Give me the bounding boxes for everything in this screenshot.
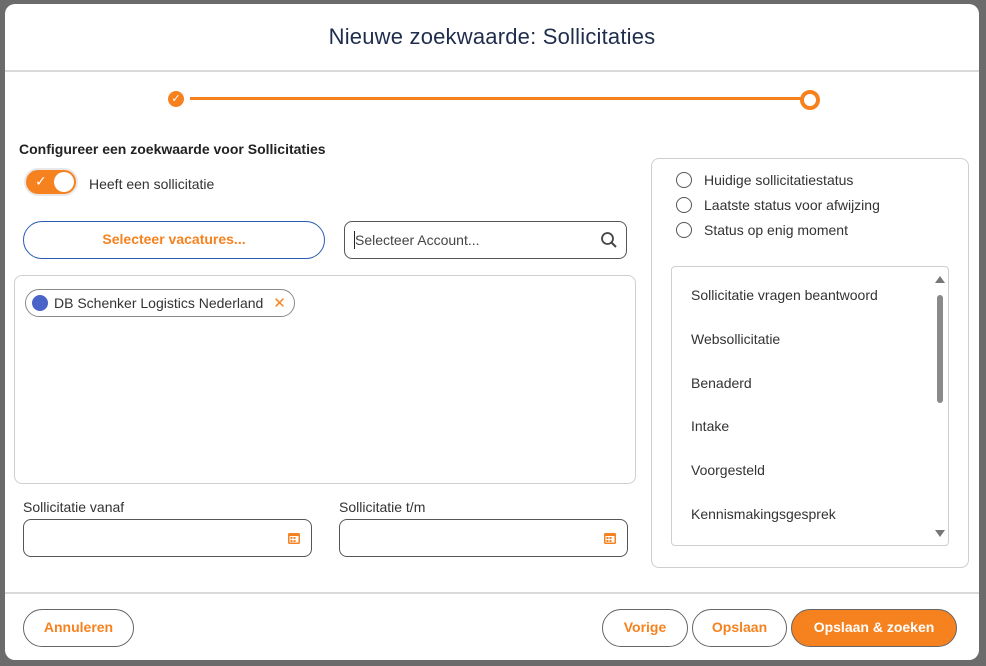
account-building-icon xyxy=(32,295,48,311)
account-chip xyxy=(25,289,295,317)
scrollbar-thumb[interactable] xyxy=(937,295,943,403)
selected-accounts-panel xyxy=(14,275,636,484)
step-current-indicator xyxy=(800,90,820,110)
list-item[interactable]: Websollicitatie xyxy=(691,331,781,347)
radio-label: Huidige sollicitatiestatus xyxy=(704,172,854,188)
header-divider xyxy=(5,70,979,72)
toggle-label: Heeft een sollicitatie xyxy=(89,176,215,192)
date-to-label: Sollicitatie t/m xyxy=(339,499,426,515)
previous-button[interactable]: Vorige xyxy=(602,609,688,647)
status-panel xyxy=(651,158,969,568)
search-icon[interactable] xyxy=(600,231,618,254)
list-item[interactable]: Voorgesteld xyxy=(691,462,765,478)
step-completed-check-icon: ✓ xyxy=(168,91,184,107)
account-search-input[interactable] xyxy=(344,221,627,259)
radio-label: Status op enig moment xyxy=(704,222,848,238)
check-icon: ✓ xyxy=(35,173,47,189)
list-item[interactable]: Intake xyxy=(691,418,730,434)
account-search-placeholder: Selecteer Account... xyxy=(355,232,480,248)
list-item[interactable]: Kennismakingsgesprek xyxy=(691,506,836,522)
radio-label: Laatste status voor afwijzing xyxy=(704,197,880,213)
dialog-title: Nieuwe zoekwaarde: Sollicitaties xyxy=(328,24,656,49)
scroll-down-arrow-icon[interactable] xyxy=(935,530,945,537)
status-list[interactable] xyxy=(671,266,949,546)
list-item[interactable]: Sollicitatie vragen beantwoord xyxy=(691,287,878,303)
cancel-button[interactable]: Annuleren xyxy=(23,609,134,647)
calendar-icon[interactable] xyxy=(603,531,617,550)
select-vacancies-button[interactable]: Selecteer vacatures... xyxy=(23,221,325,259)
footer-divider xyxy=(5,592,979,594)
radio-button[interactable] xyxy=(676,222,692,238)
scroll-up-arrow-icon[interactable] xyxy=(935,276,945,283)
radio-button[interactable] xyxy=(676,197,692,213)
radio-button[interactable] xyxy=(676,172,692,188)
save-and-search-button[interactable]: Opslaan & zoeken xyxy=(791,609,957,647)
date-from-label: Sollicitatie vanaf xyxy=(23,499,125,515)
date-to-field[interactable] xyxy=(339,519,628,557)
save-button[interactable]: Opslaan xyxy=(692,609,787,647)
toggle-knob xyxy=(54,172,74,192)
date-from-field[interactable] xyxy=(23,519,312,557)
section-heading: Configureer een zoekwaarde voor Sollicitaties xyxy=(19,141,326,157)
close-icon[interactable]: ✕ xyxy=(273,295,286,312)
stepper-line xyxy=(190,97,802,100)
dialog xyxy=(5,4,979,660)
account-chip-label: DB Schenker Logistics Nederland xyxy=(54,295,264,311)
list-item[interactable]: Benaderd xyxy=(691,375,752,391)
has-application-toggle[interactable] xyxy=(24,168,78,196)
calendar-icon[interactable] xyxy=(287,531,301,550)
scrollbar[interactable] xyxy=(935,271,945,541)
